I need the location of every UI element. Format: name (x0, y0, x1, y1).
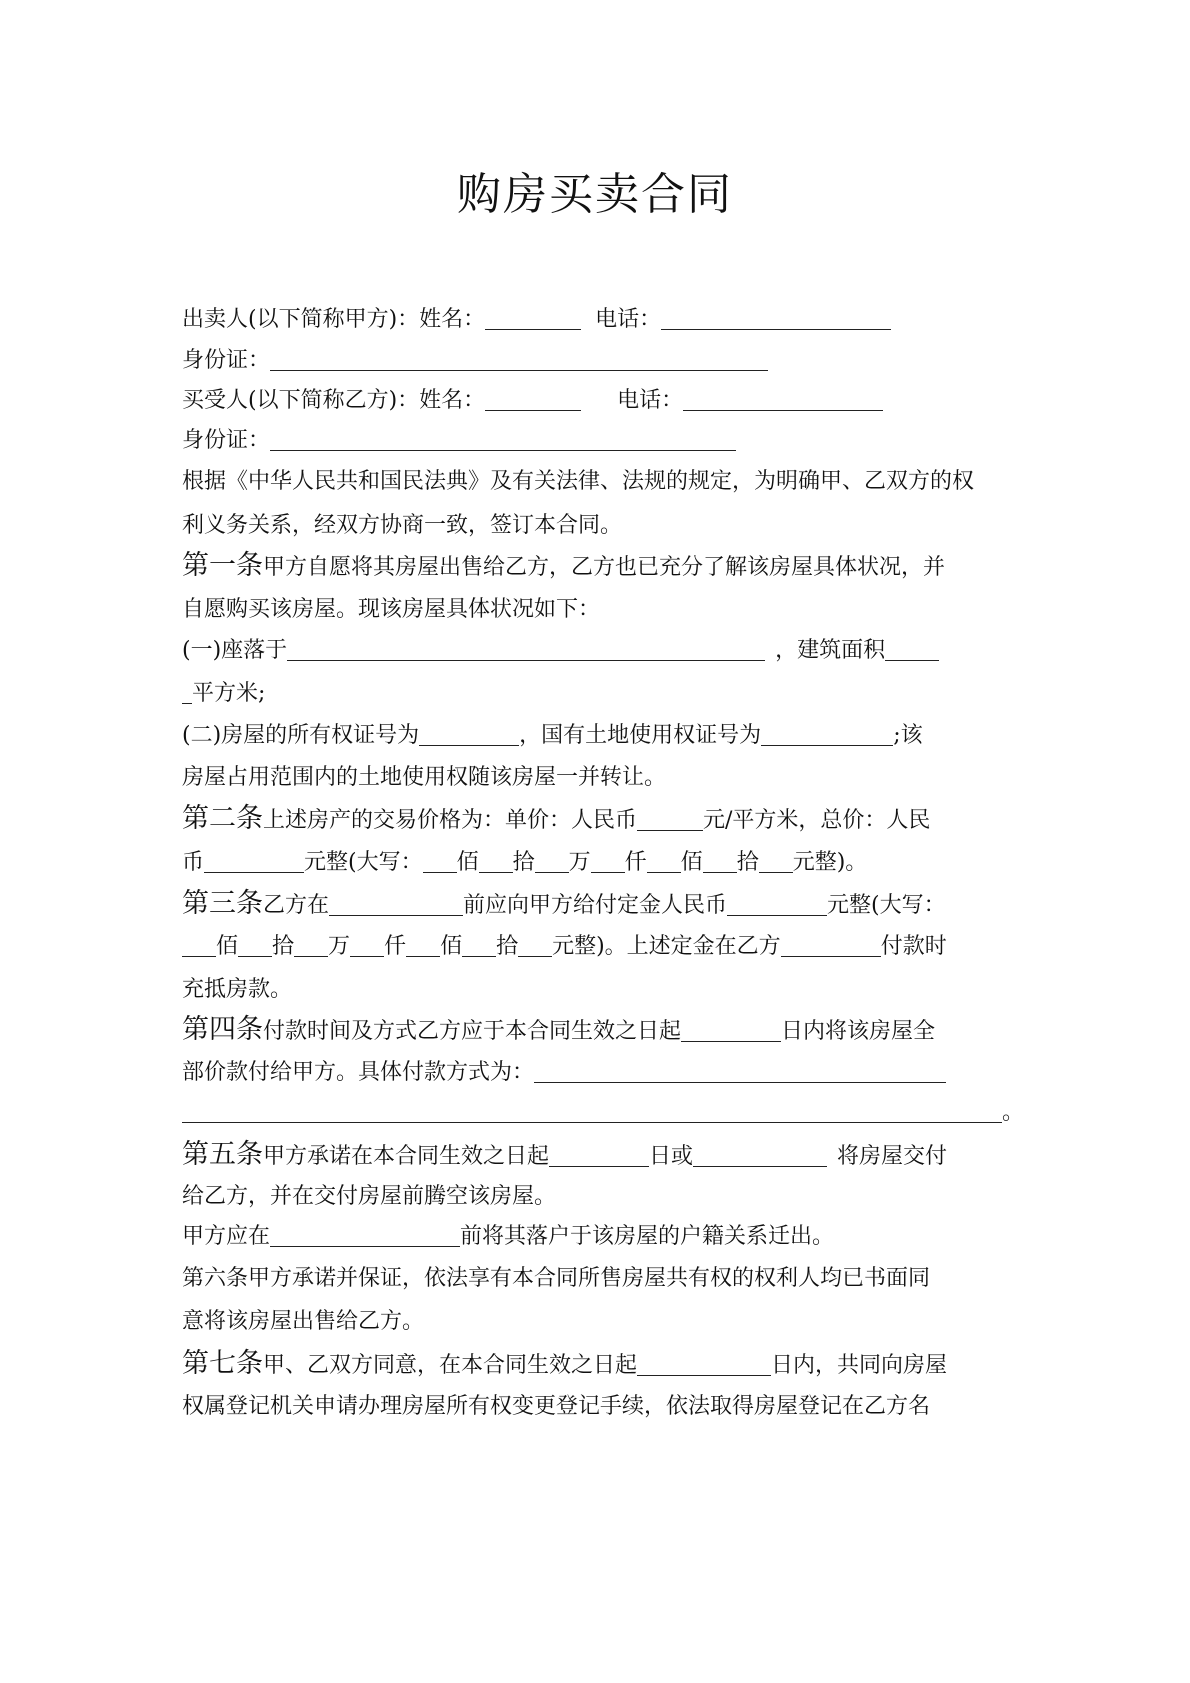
uppercase-label: 元整(大写： (304, 850, 423, 875)
preamble-line-1: 根据《中华人民共和国民法典》及有关法律、法规的规定，为明确甲、乙双方的权 (182, 469, 975, 494)
article-4-heading: 第四条 (182, 1014, 263, 1045)
article-2-heading: 第二条 (182, 803, 263, 834)
registration-label: 日内，共同向房屋 (771, 1353, 948, 1378)
payment-days-label: 付款时间及方式乙方应于本合同生效之日起 (263, 1019, 682, 1044)
uppercase-yuan-field[interactable] (759, 850, 793, 873)
deposit-amount-field[interactable] (727, 893, 827, 916)
delivery-date-field[interactable] (693, 1144, 827, 1167)
seller-phone-label: 电话： (595, 307, 662, 332)
article-3-line-1 (182, 889, 1022, 921)
payment-method-label: 部价款付给甲方。具体付款方式为： (182, 1060, 535, 1085)
currency-label: 币 (182, 850, 205, 875)
seller-id-label: 身份证： (182, 348, 271, 373)
article-1-item-1 (182, 636, 1022, 666)
article-1-text: 甲方自愿将其房屋出售给乙方，乙方也已充分了解该房屋具体状况，并 (263, 555, 946, 580)
document-title: 购房买卖合同 (457, 169, 733, 220)
article-3-line-3: 充抵房款。 (182, 977, 293, 1002)
unit-shi: 拾 (512, 850, 535, 875)
total-price-field[interactable] (204, 850, 304, 873)
article-7-line-1 (182, 1349, 1022, 1381)
ownership-cert-field[interactable] (419, 723, 519, 746)
ownership-cert-label: (二)房屋的所有权证号为 (182, 723, 420, 748)
payment-days-field[interactable] (681, 1019, 781, 1042)
land-cert-label: ，国有土地使用权证号为 (519, 723, 762, 748)
article-5-line-1 (182, 1140, 1022, 1172)
dep-bai-field[interactable] (182, 934, 216, 957)
buyer-phone-field[interactable] (683, 388, 883, 411)
dep-unit-wan: 万 (328, 934, 351, 959)
unit-price-label: 上述房产的交易价格为：单价：人民币 (263, 808, 638, 833)
uppercase-end: 元整)。 (792, 850, 868, 875)
deposit-date-label: 乙方在 (263, 893, 330, 918)
uppercase-wan-field[interactable] (535, 850, 569, 873)
seller-phone-field[interactable] (661, 307, 891, 330)
article-5-heading: 第五条 (182, 1139, 263, 1170)
article-4-line-1 (182, 1015, 1022, 1047)
unit-price-field[interactable] (637, 808, 703, 831)
payment-time-label: 付款时 (880, 934, 947, 959)
buyer-phone-label: 电话： (617, 388, 684, 413)
seller-id-line (182, 346, 1022, 376)
buyer-name-field[interactable] (485, 388, 581, 411)
dep-shi2-field[interactable] (462, 934, 496, 957)
deposit-offset-field[interactable] (781, 934, 881, 957)
seller-id-field[interactable] (270, 348, 768, 371)
dep-bai2-field[interactable] (406, 934, 440, 957)
deposit-uppercase-label: 元整(大写： (827, 893, 946, 918)
item-2-tail: ;该 (893, 723, 923, 748)
uppercase-shi-field[interactable] (479, 850, 513, 873)
buyer-name-label: 买受人(以下简称乙方)：姓名： (182, 388, 486, 413)
preamble-line-2: 利义务关系，经双方协商一致，签订本合同。 (182, 513, 623, 538)
dep-unit-shi: 拾 (272, 934, 295, 959)
article-4-line-3 (182, 1098, 1025, 1128)
article-1-item-2 (182, 721, 1022, 751)
article-2-line-1 (182, 804, 1022, 836)
article-1-heading: 第一条 (182, 550, 263, 581)
buyer-id-field[interactable] (270, 428, 736, 451)
article-5-line-2: 给乙方，并在交付房屋前腾空该房屋。 (182, 1184, 557, 1209)
article-5-line-3 (182, 1222, 1022, 1252)
dep-unit-bai-2: 佰 (440, 934, 463, 959)
article-1-line-1 (182, 551, 1022, 583)
registration-days-field[interactable] (637, 1353, 771, 1376)
payment-method-field-2[interactable] (182, 1100, 1002, 1123)
unit-wan: 万 (568, 850, 591, 875)
registration-days-label: 甲、乙双方同意，在本合同生效之日起 (263, 1353, 638, 1378)
location-field[interactable] (287, 638, 765, 661)
dep-wan-field[interactable] (294, 934, 328, 957)
article-1-line-2: 自愿购买该房屋。现该房屋具体状况如下： (182, 597, 601, 622)
deposit-offset-label: 元整)。上述定金在乙方 (552, 934, 781, 959)
unit-shi-2: 拾 (736, 850, 759, 875)
article-3-line-2 (182, 932, 1022, 962)
land-cert-field[interactable] (761, 723, 893, 746)
delivery-days-label: 甲方承诺在本合同生效之日起 (263, 1144, 550, 1169)
seller-line (182, 305, 1022, 335)
article-6-line-2: 意将该房屋出售给乙方。 (182, 1309, 425, 1334)
article-4-line-2 (182, 1058, 1022, 1088)
article-7-line-2: 权属登记机关申请办理房屋所有权变更登记手续，依法取得房屋登记在乙方名 (182, 1394, 931, 1419)
dep-yuan-field[interactable] (518, 934, 552, 957)
uppercase-qian-field[interactable] (591, 850, 625, 873)
uppercase-bai2-field[interactable] (647, 850, 681, 873)
article-1-item-2-cont: 房屋占用范围内的土地使用权随该房屋一并转让。 (182, 765, 667, 790)
buyer-id-label: 身份证： (182, 428, 271, 453)
area-unit: 平方米; (192, 681, 266, 706)
unit-bai: 佰 (456, 850, 479, 875)
deposit-date-field[interactable] (329, 893, 463, 916)
dep-unit-bai: 佰 (216, 934, 239, 959)
article-4-end: 。 (1002, 1100, 1025, 1125)
household-label: 前将其落户于该房屋的户籍关系迁出。 (460, 1224, 835, 1249)
area-label: ，建筑面积 (775, 638, 886, 663)
dep-shi-field[interactable] (238, 934, 272, 957)
payment-method-field[interactable] (534, 1060, 946, 1083)
uppercase-shi2-field[interactable] (703, 850, 737, 873)
article-7-heading: 第七条 (182, 1348, 263, 1379)
delivery-label: 将房屋交付 (837, 1144, 948, 1169)
article-1-item-1-cont (182, 679, 1022, 709)
unit-qian: 仟 (624, 850, 647, 875)
delivery-days-field[interactable] (549, 1144, 649, 1167)
delivery-or-label: 日或 (649, 1144, 694, 1169)
dep-qian-field[interactable] (350, 934, 384, 957)
household-date-label: 甲方应在 (182, 1224, 271, 1249)
area-field-start[interactable] (885, 638, 939, 661)
deposit-amount-label: 前应向甲方给付定金人民币 (463, 893, 728, 918)
household-date-field[interactable] (270, 1224, 460, 1247)
seller-name-label: 出卖人(以下简称甲方)：姓名： (182, 307, 486, 332)
article-3-heading: 第三条 (182, 888, 263, 919)
unit-bai-2: 佰 (680, 850, 703, 875)
buyer-id-line (182, 426, 1022, 456)
uppercase-bai-field[interactable] (423, 850, 457, 873)
item-1-label: (一)座落于 (182, 638, 288, 663)
total-price-label: 元/平方米，总价：人民 (703, 808, 931, 833)
seller-name-field[interactable] (485, 307, 581, 330)
buyer-line (182, 386, 1022, 416)
dep-unit-shi-2: 拾 (496, 934, 519, 959)
article-2-line-2 (182, 848, 1022, 878)
article-6-line-1: 第六条甲方承诺并保证，依法享有本合同所售房屋共有权的权利人均已书面同 (182, 1266, 931, 1291)
payment-full-label: 日内将该房屋全 (781, 1019, 936, 1044)
dep-unit-qian: 仟 (384, 934, 407, 959)
area-field-end[interactable] (182, 681, 192, 704)
